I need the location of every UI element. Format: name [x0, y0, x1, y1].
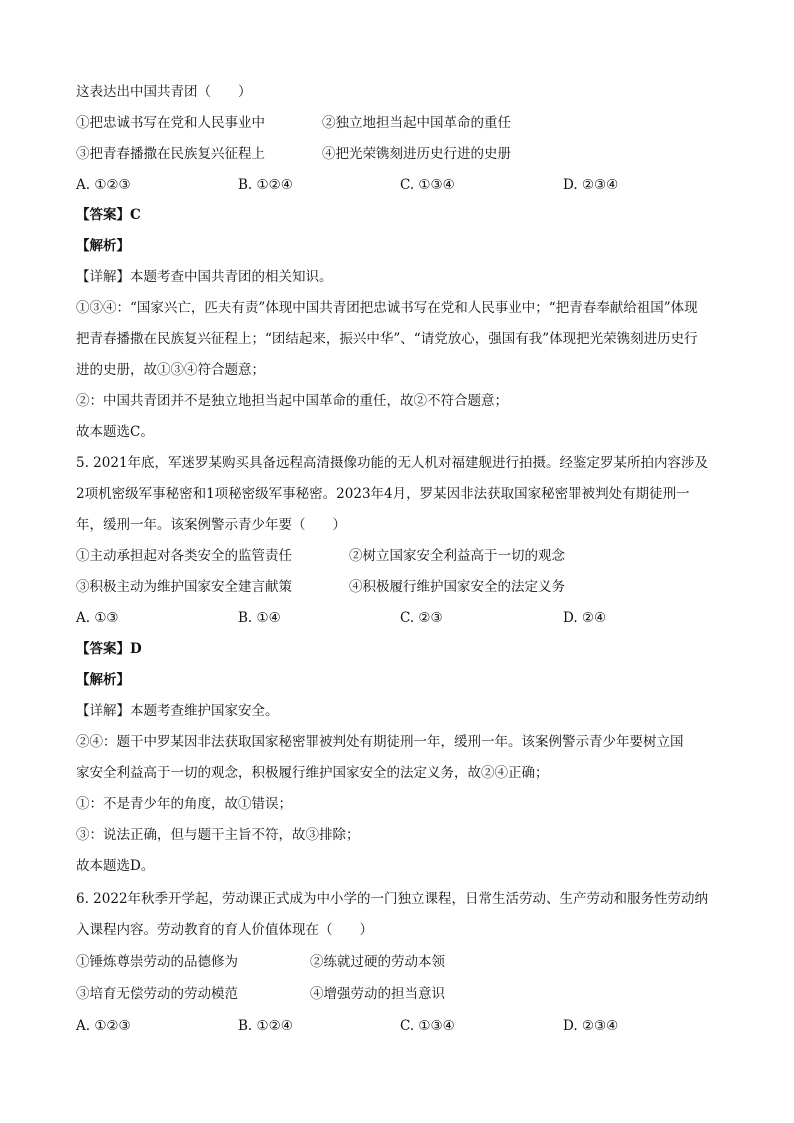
q4-conclusion: 故本题选C。 — [76, 424, 154, 440]
q5-answer: 【答案】D — [76, 641, 142, 657]
q5-statement-4: ④积极履行维护国家安全的法定义务 — [349, 579, 565, 595]
q5-statement-1: ①主动承担起对各类安全的监管责任 — [76, 548, 292, 564]
q4-option-d: D. ②③④ — [563, 177, 619, 193]
q5-analysis-heading: 【解析】 — [76, 672, 130, 688]
q6-statement-2: ②练就过硬的劳动本领 — [310, 954, 445, 970]
q5-stem-line-1: 5. 2021年底，军迷罗某购买具备远程高清摄像功能的无人机对福建舰进行拍摄。经鉴定罗某所拍内容涉及 — [76, 455, 709, 471]
q5-stem-line-2: 2项机密级军事秘密和1项秘密级军事秘密。2023年4月，罗某因非法获取国家秘密罪被判处有期徒刑一 — [76, 486, 690, 502]
q5-stem-line-3: 年，缓刑一年。该案例警示青少年要（ ） — [76, 517, 346, 533]
q6-statement-4: ④增强劳动的担当意识 — [310, 986, 445, 1002]
q6-statement-1: ①锤炼尊崇劳动的品德修为 — [76, 954, 238, 970]
q4-statement-3: ③把青春播撒在民族复兴征程上 — [76, 146, 265, 162]
q6-option-c: C. ①③④ — [400, 1018, 455, 1034]
q4-statement-1: ①把忠诚书写在党和人民事业中 — [76, 115, 265, 131]
q4-statement-2: ②独立地担当起中国革命的重任 — [322, 115, 511, 131]
q6-stem-line-2: 入课程内容。劳动教育的育人价值体现在（ ） — [76, 922, 373, 938]
q4-option-a: A. ①②③ — [76, 177, 131, 193]
q5-detail-intro: 【详解】本题考查维护国家安全。 — [76, 703, 279, 719]
q4-statement-4: ④把光荣镌刻进历史行进的史册 — [322, 146, 511, 162]
q4-answer: 【答案】C — [76, 207, 141, 223]
q5-option-d: D. ②④ — [563, 610, 607, 626]
q5-detail-line-3: ①：不是青少年的角度，故①错误； — [76, 796, 292, 812]
q4-option-b: B. ①②④ — [238, 177, 293, 193]
q5-detail-line-2: 家安全利益高于一切的观念，积极履行维护国家安全的法定义务，故②④正确； — [76, 765, 549, 781]
q4-option-c: C. ①③④ — [400, 177, 455, 193]
q5-option-a: A. ①③ — [76, 610, 119, 626]
q4-detail-line-3: 进的史册，故①③④符合题意； — [76, 362, 265, 378]
q6-option-b: B. ①②④ — [238, 1018, 293, 1034]
q4-detail-intro: 【详解】本题考查中国共青团的相关知识。 — [76, 269, 333, 285]
q6-option-d: D. ②③④ — [563, 1018, 619, 1034]
q5-conclusion: 故本题选D。 — [76, 858, 155, 874]
q4-stem-tail: 这表达出中国共青团（ ） — [76, 84, 252, 100]
q5-detail-line-4: ③：说法正确，但与题干主旨不符，故③排除； — [76, 827, 360, 843]
q5-statement-2: ②树立国家安全利益高于一切的观念 — [349, 548, 565, 564]
q5-option-c: C. ②③ — [400, 610, 443, 626]
q6-stem-line-1: 6. 2022年秋季开学起，劳动课正式成为中小学的一门独立课程，日常生活劳动、生产劳动和服务性劳动纳 — [76, 891, 709, 907]
q4-detail-line-1: ①③④：“国家兴亡，匹夫有责”体现中国共青团把忠诚书写在党和人民事业中；“把青春奉献给祖国”体现 — [76, 300, 698, 316]
q4-analysis-heading: 【解析】 — [76, 238, 130, 254]
q5-statement-3: ③积极主动为维护国家安全建言献策 — [76, 579, 292, 595]
q4-detail-line-4: ②：中国共青团并不是独立地担当起中国革命的重任，故②不符合题意； — [76, 393, 508, 409]
q4-detail-line-2: 把青春播撒在民族复兴征程上；“团结起来，振兴中华”、“请党放心，强国有我”体现把光荣镌刻进历史行 — [76, 331, 698, 347]
q6-statement-3: ③培育无偿劳动的劳动模范 — [76, 986, 238, 1002]
q5-detail-line-1: ②④：题干中罗某因非法获取国家秘密罪被判处有期徒刑一年，缓刑一年。该案例警示青少年要树立国 — [76, 734, 684, 750]
q5-option-b: B. ①④ — [238, 610, 281, 626]
q6-option-a: A. ①②③ — [76, 1018, 131, 1034]
